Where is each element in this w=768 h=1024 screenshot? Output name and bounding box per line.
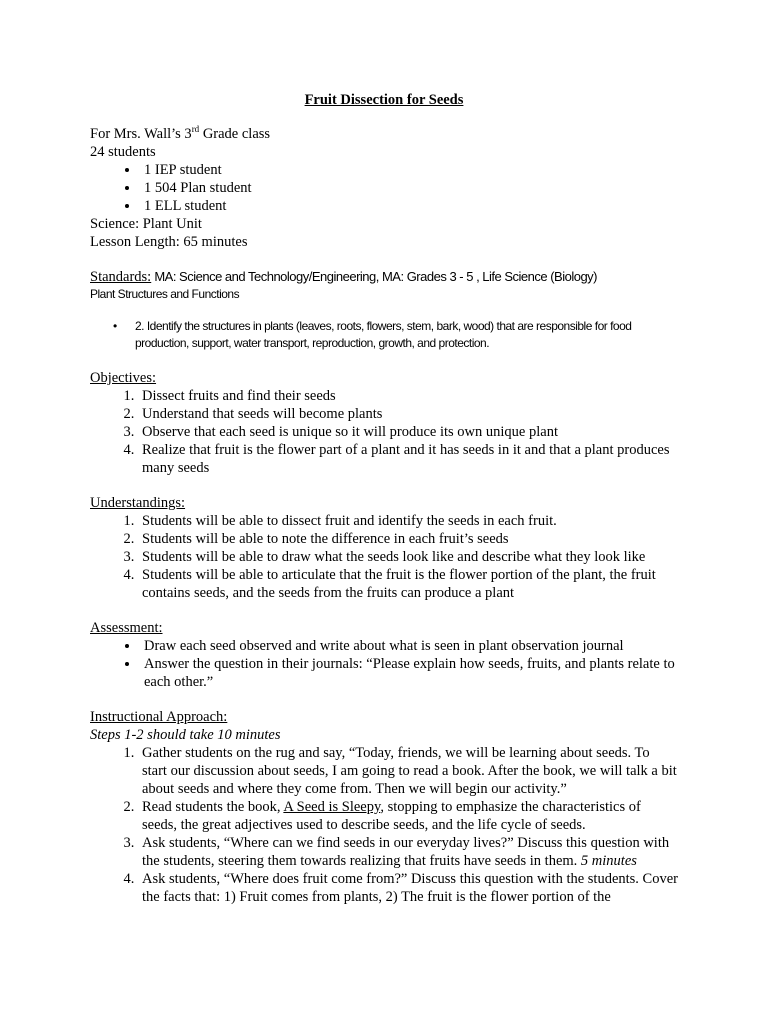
standards-bullet-cont: production, support, water transport, reproduction, growth, and protection. bbox=[135, 336, 490, 350]
class-suffix: Grade class bbox=[199, 126, 271, 142]
instruction-steps bbox=[90, 744, 678, 906]
list-item bbox=[138, 798, 678, 834]
objectives-heading: Objectives: bbox=[90, 370, 157, 386]
assessment-section bbox=[90, 619, 678, 691]
objectives-section bbox=[90, 369, 678, 477]
instruction-section bbox=[90, 708, 678, 906]
list-item: 2. Students will be able to note the difference in each fruit’s seeds bbox=[138, 530, 678, 548]
standards-label: Standards: bbox=[90, 269, 152, 285]
class-info bbox=[90, 125, 678, 251]
list-item: 4. Students will be able to articulate that the fruit is the flower portion of the plant, the fruit contains seeds, and the seeds from the fruits can produce a plant bbox=[138, 566, 678, 602]
standards-text: MA: Science and Technology/Engineering, MA: Grades 3 - 5 , Life Science (Biology) bbox=[151, 269, 598, 284]
lesson-length: Lesson Length: 65 minutes bbox=[90, 234, 248, 250]
list-item: 1. Gather students on the rug and say, “Today, friends, we will be learning about seeds. To start our discussion about seeds, I am going to read a book. After the book, we will talk a bit about seeds and where they come from. Then we will begin our activity.” bbox=[138, 744, 678, 798]
list-item: • Draw each seed observed and write about what is seen in plant observation journal bbox=[140, 637, 678, 655]
step3-time: 5 minutes bbox=[580, 853, 637, 869]
list-item: • Answer the question in their journals: “Please explain how seeds, fruits, and plants relate to each other.” bbox=[140, 655, 678, 691]
student-needs-list bbox=[90, 161, 678, 215]
step2-pre: Read students the book, bbox=[142, 799, 284, 815]
standards-bullet bbox=[90, 318, 678, 352]
list-item: 4. Ask students, “Where does fruit come from?” Discuss this question with the students. Cover the facts that: 1) Fruit comes from plants, 2) The fruit is the flower portion of the bbox=[138, 870, 678, 906]
list-item: 3. Observe that each seed is unique so it will produce its own unique plant bbox=[138, 423, 678, 441]
assessment-list bbox=[90, 637, 678, 691]
document-title: Fruit Dissection for Seeds bbox=[304, 92, 464, 108]
step3-text: Ask students, “Where can we find seeds in our everyday lives?” Discuss this question with the students, steering them towards realizing that fruits have seeds in them. bbox=[142, 835, 670, 869]
bullet-icon: • bbox=[113, 319, 117, 333]
standards-subtext: Plant Structures and Functions bbox=[90, 287, 240, 301]
list-item: 1. Students will be able to dissect fruit and identify the seeds in each fruit. bbox=[138, 512, 678, 530]
objectives-list bbox=[90, 387, 678, 477]
instruction-note: Steps 1-2 should take 10 minutes bbox=[90, 727, 281, 743]
class-line bbox=[90, 125, 678, 143]
class-prefix: For Mrs. Wall’s 3 bbox=[90, 126, 192, 142]
list-item: • 1 IEP student bbox=[140, 161, 678, 179]
understandings-heading: Understandings: bbox=[90, 495, 186, 511]
standards-section bbox=[90, 268, 678, 352]
class-sup: rd bbox=[191, 124, 200, 135]
list-item: • 1 ELL student bbox=[140, 197, 678, 215]
list-item: • 1 504 Plan student bbox=[140, 179, 678, 197]
understandings-list bbox=[90, 512, 678, 602]
assessment-heading: Assessment: bbox=[90, 620, 163, 636]
list-item: 4. Realize that fruit is the flower part of a plant and it has seeds in it and that a plant produces many seeds bbox=[138, 441, 678, 477]
list-item: 1. Dissect fruits and find their seeds bbox=[138, 387, 678, 405]
standards-bullet-text: 2. Identify the structures in plants (leaves, roots, flowers, stem, bark, wood) that are responsible for food bbox=[135, 319, 632, 333]
list-item bbox=[138, 834, 678, 870]
subject-line: Science: Plant Unit bbox=[90, 216, 202, 232]
understandings-section bbox=[90, 494, 678, 602]
list-item: 2. Understand that seeds will become plants bbox=[138, 405, 678, 423]
students-count: 24 students bbox=[90, 144, 156, 160]
step2-post: , stopping to emphasize the characteristics of seeds, the great adjectives used to describe seeds, and the life cycle of seeds. bbox=[142, 799, 641, 833]
instruction-heading: Instructional Approach: bbox=[90, 709, 228, 725]
standards-line bbox=[90, 268, 678, 286]
book-title: A Seed is Sleepy bbox=[283, 799, 381, 815]
list-item: 3. Students will be able to draw what the seeds look like and describe what they look like bbox=[138, 548, 678, 566]
